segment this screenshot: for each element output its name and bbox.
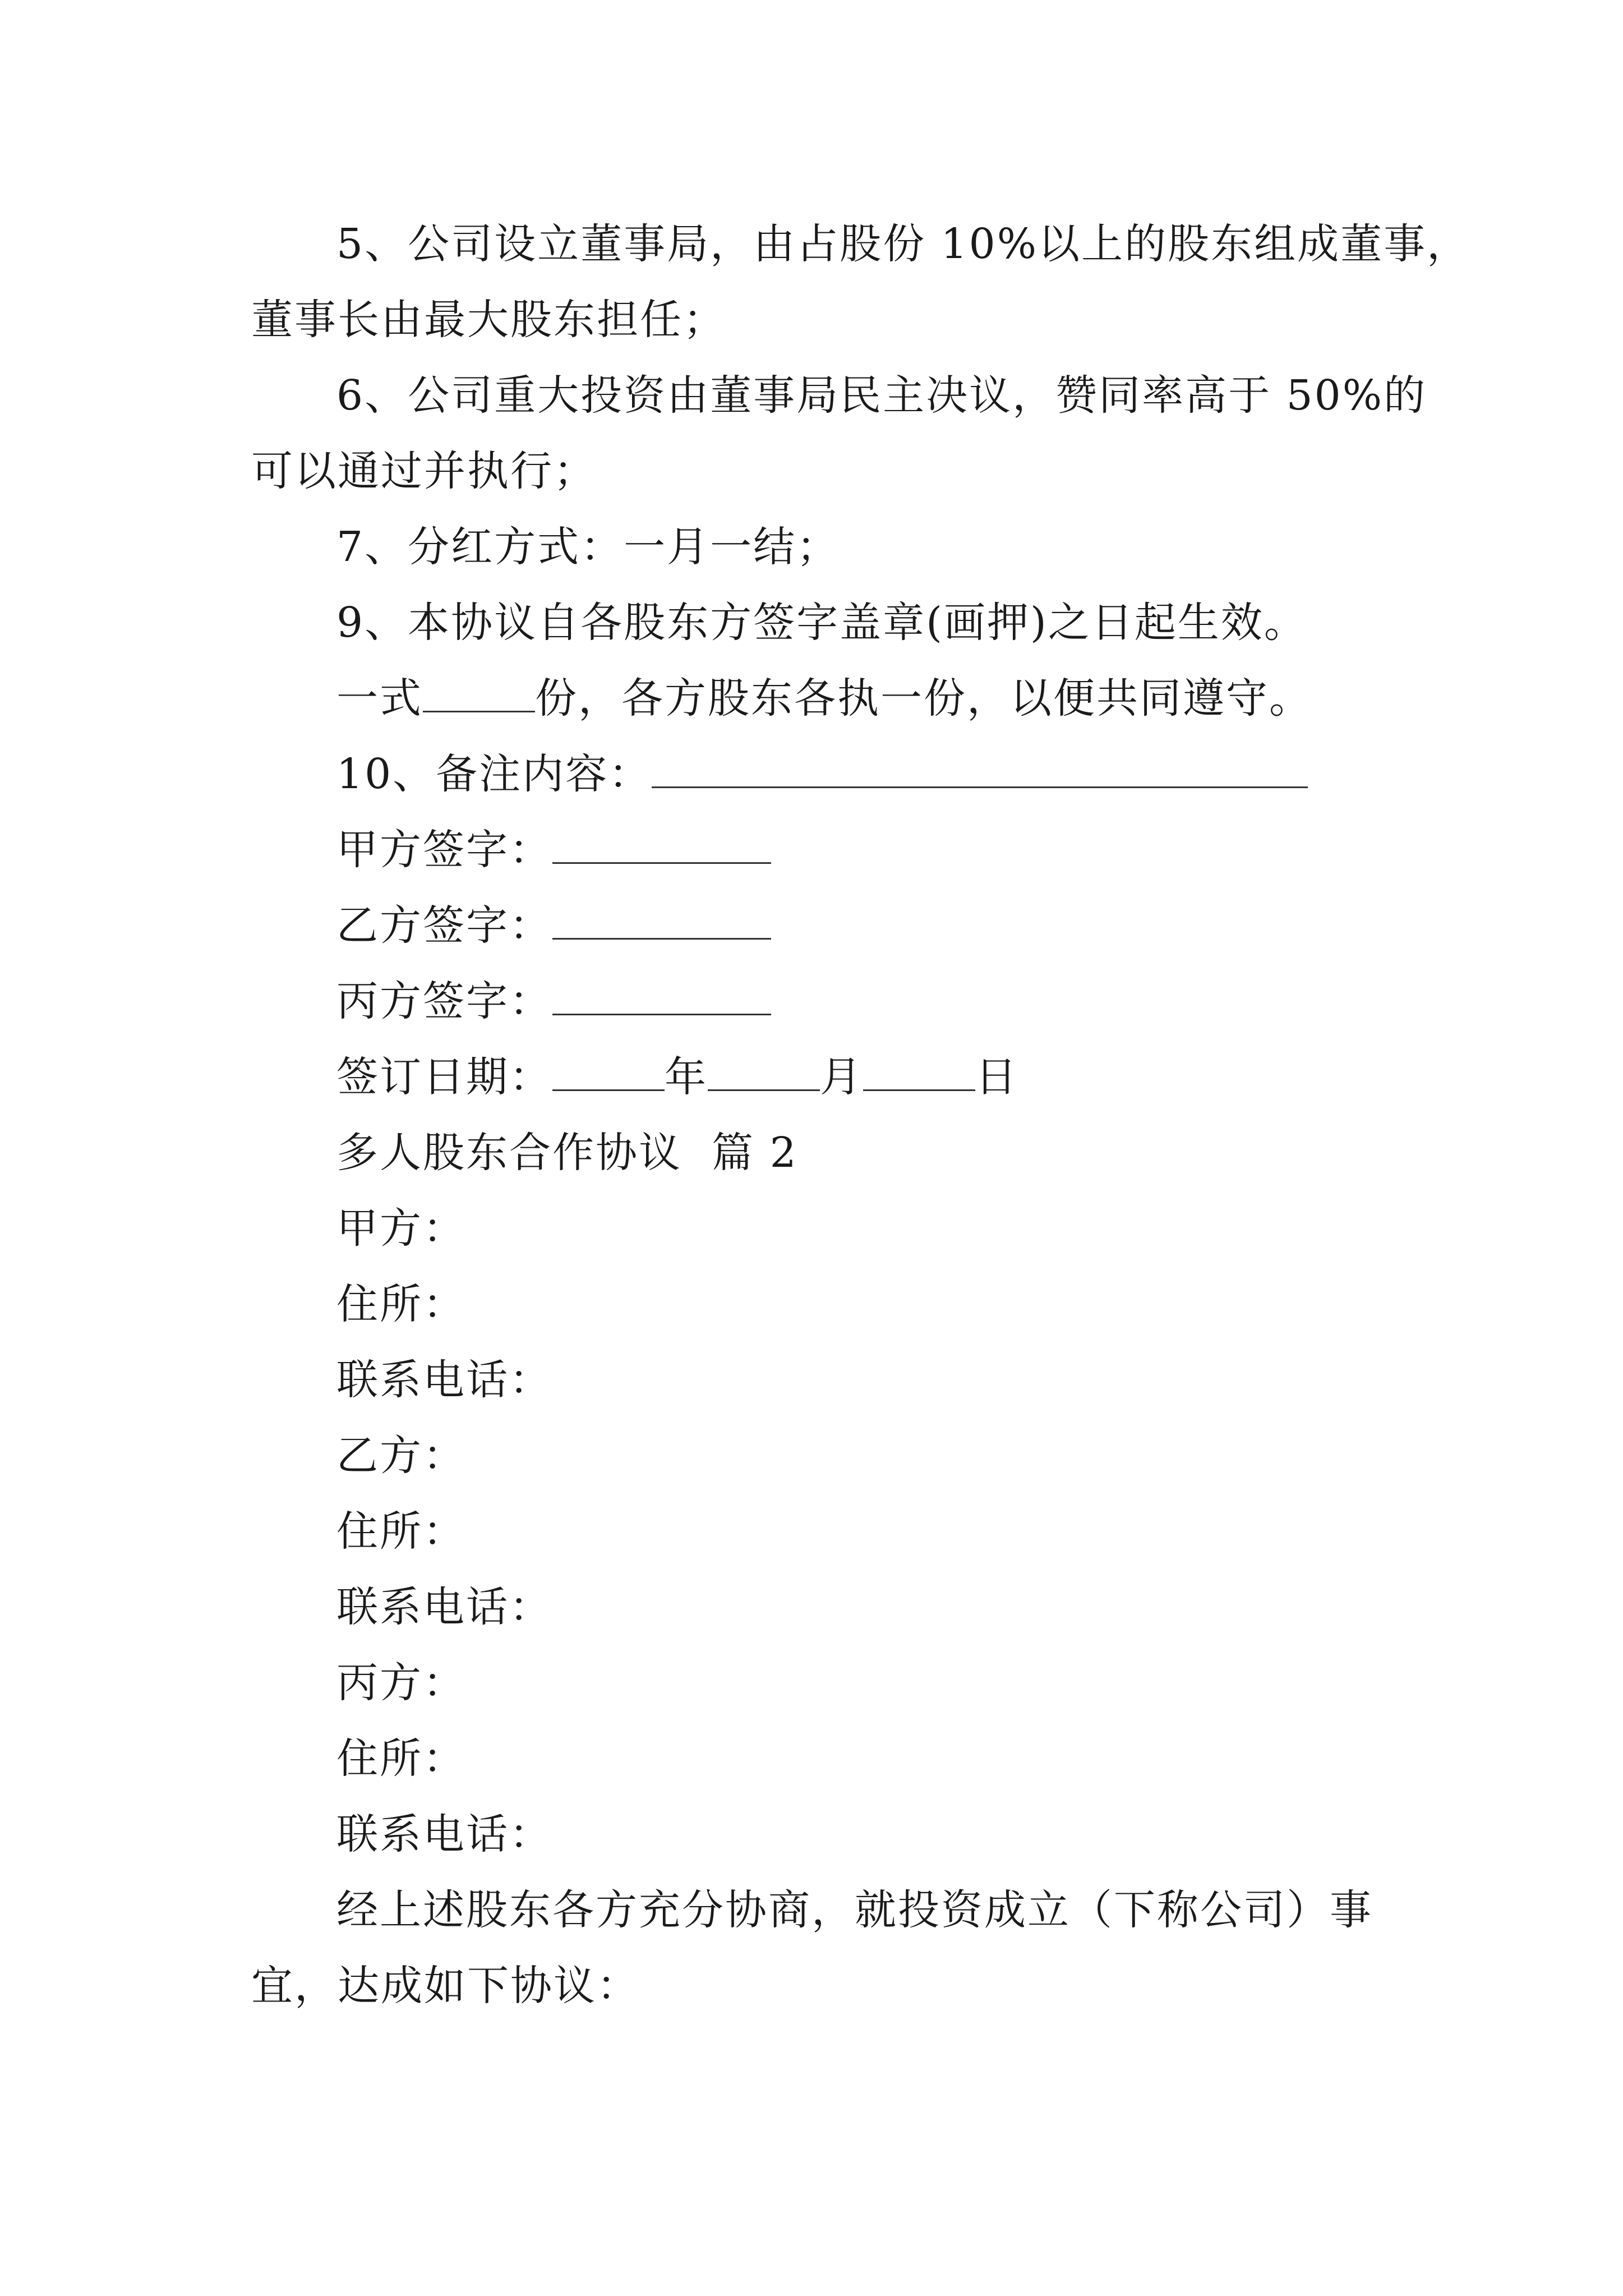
- party-c-address: 住所：: [336, 1734, 466, 1783]
- party-c-label: 丙方：: [336, 1659, 466, 1707]
- party-a-label: 甲方：: [336, 1204, 466, 1253]
- date-year-label: 年: [665, 1053, 708, 1101]
- signature-c-label: 丙方签字：: [336, 977, 552, 1025]
- clause-6-line-1: 6、公司重大投资由董事局民主决议，赞同率高于 50%的: [336, 371, 1427, 420]
- date-month-label: 月: [820, 1053, 863, 1101]
- clause-6-line-2: 可以通过并执行；: [251, 447, 597, 495]
- party-c-phone: 联系电话：: [336, 1810, 552, 1858]
- date-day-blank[interactable]: [863, 1055, 975, 1091]
- clause-5-line-2: 董事长由最大股东担任；: [251, 296, 726, 344]
- clause-9-line-2: [336, 673, 1312, 724]
- signature-b-blank[interactable]: [552, 903, 771, 940]
- signature-party-c: [336, 976, 771, 1027]
- signature-b-label: 乙方签字：: [336, 901, 552, 950]
- party-a-phone: 联系电话：: [336, 1356, 552, 1404]
- date-day-label: 日: [975, 1053, 1018, 1101]
- party-b-address: 住所：: [336, 1507, 466, 1556]
- section-title: 多人股东合作协议 篇 2: [336, 1129, 798, 1177]
- signature-party-b: [336, 900, 771, 951]
- party-b-phone: 联系电话：: [336, 1583, 552, 1631]
- copies-suffix: 份，各方股东各执一份，以便共同遵守。: [535, 674, 1312, 723]
- copies-blank[interactable]: [423, 676, 535, 712]
- date-year-blank[interactable]: [552, 1055, 665, 1091]
- closing-line-1: 经上述股东各方充分协商，就投资成立（下称公司）事: [336, 1886, 1373, 1934]
- remarks-label: 10、备注内容：: [336, 750, 652, 798]
- closing-line-2: 宜，达成如下协议：: [251, 1962, 640, 2010]
- signature-a-blank[interactable]: [552, 827, 771, 864]
- clause-7: 7、分红方式：一月一结；: [336, 523, 840, 571]
- clause-5-line-1: 5、公司设立董事局，由占股份 10%以上的股东组成董事，: [336, 220, 1470, 268]
- party-b-label: 乙方：: [336, 1432, 466, 1480]
- date-month-blank[interactable]: [708, 1055, 820, 1091]
- signature-party-a: [336, 825, 771, 875]
- clause-10-remarks: [336, 749, 1308, 799]
- date-label: 签订日期：: [336, 1053, 552, 1101]
- remarks-blank[interactable]: [652, 752, 1308, 788]
- copies-prefix: 一式: [336, 674, 423, 723]
- signature-a-label: 甲方签字：: [336, 826, 552, 874]
- signing-date: [336, 1052, 1018, 1102]
- party-a-address: 住所：: [336, 1280, 466, 1328]
- signature-c-blank[interactable]: [552, 979, 771, 1015]
- clause-9-line-1: 9、本协议自各股东方签字盖章(画押)之日起生效。: [336, 599, 1307, 647]
